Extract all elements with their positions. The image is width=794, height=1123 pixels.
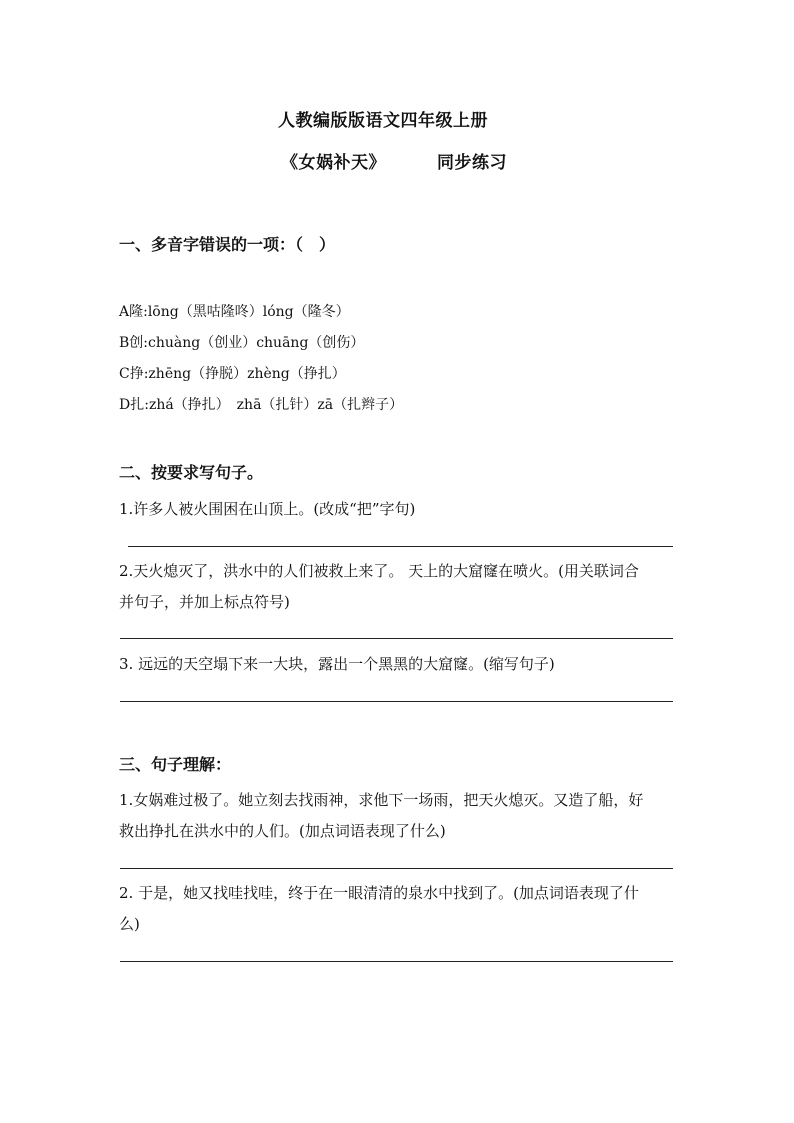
section1-option-b: B创:chuàng（创业）chuāng（创伤）	[119, 335, 365, 351]
answer-line-s2-q1[interactable]	[128, 546, 673, 547]
document-subtitle-lesson: 《女娲补天》	[281, 153, 386, 173]
section3-heading: 三、句子理解：	[119, 755, 232, 774]
document-subtitle-practice: 同步练习	[437, 153, 507, 173]
section2-heading: 二、按要求写句子。	[119, 463, 264, 482]
section2-question-2-line1: 2.天火熄灭了，洪水中的人们被救上来了。 天上的大窟窿在喷火。(用关联词合	[119, 562, 639, 580]
answer-line-s2-q2[interactable]	[120, 638, 673, 639]
section1-heading: 一、多音字错误的一项：（ ）	[119, 235, 336, 254]
answer-line-s3-q2[interactable]	[120, 961, 673, 962]
section1-option-c: C挣:zhēng（挣脱）zhèng（挣扎）	[119, 366, 346, 382]
section1-option-d: D扎:zhá（挣扎） zhā（扎针）zā（扎辫子）	[119, 397, 404, 413]
section2-question-2-line2: 并句子，并加上标点符号)	[119, 593, 290, 611]
section2-question-3: 3. 远远的天空塌下来一大块，露出一个黑黑的大窟窿。(缩写句子)	[119, 655, 555, 673]
answer-line-s3-q1[interactable]	[120, 868, 673, 869]
document-title: 人教编版版语文四年级上册	[278, 111, 488, 131]
section3-question-2-line2: 么)	[119, 915, 140, 933]
section3-question-1-line2: 救出挣扎在洪水中的人们。(加点词语表现了什么)	[119, 822, 446, 840]
answer-line-s2-q3[interactable]	[120, 701, 673, 702]
section2-question-1: 1.许多人被火围困在山顶上。(改成“把”字句)	[119, 500, 416, 518]
section3-question-1-line1: 1.女娲难过极了。她立刻去找雨神，求他下一场雨，把天火熄灭。又造了船，好	[119, 791, 644, 809]
section3-question-2-line1: 2. 于是，她又找哇找哇，终于在一眼清清的泉水中找到了。(加点词语表现了什	[119, 884, 639, 902]
section1-option-a: A隆:lōng（黑咕隆咚）lóng（隆冬）	[119, 304, 350, 320]
